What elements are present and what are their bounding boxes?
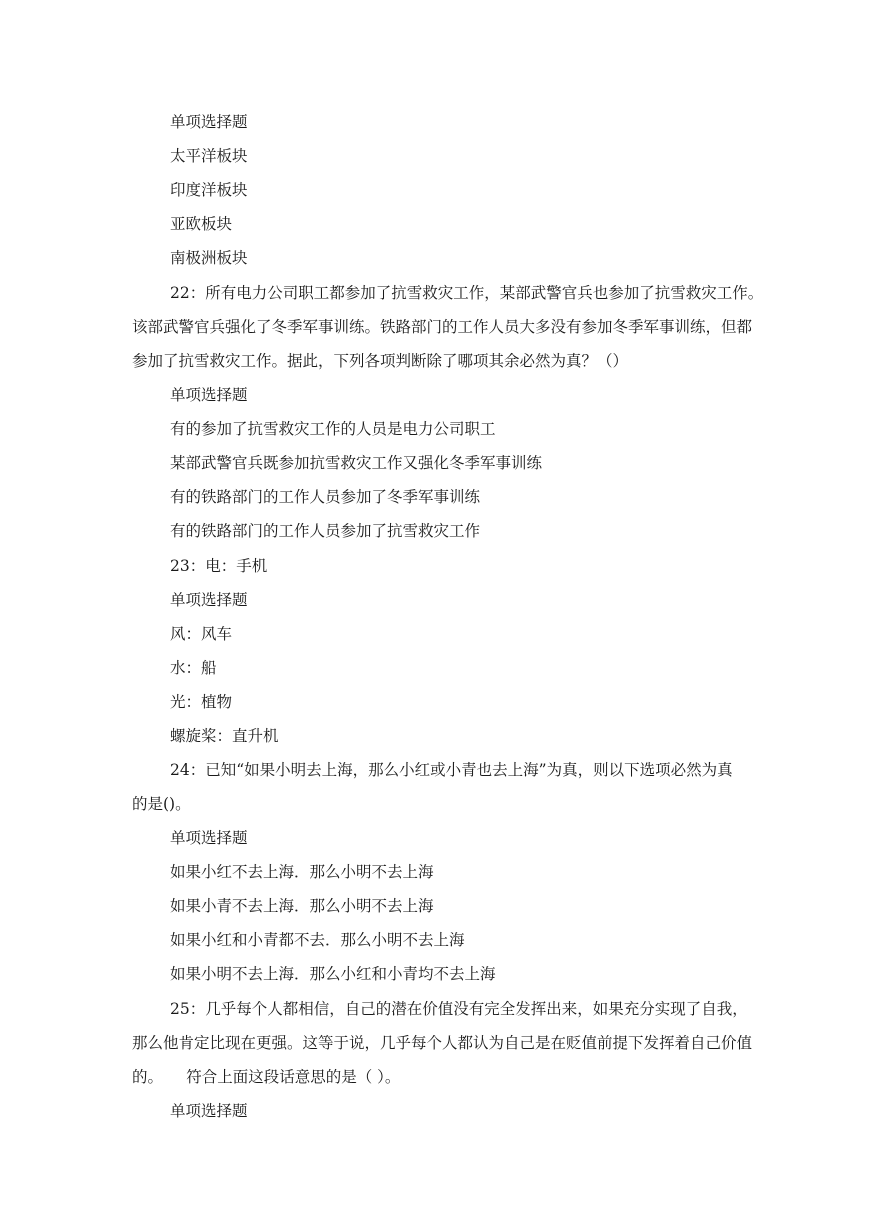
question-type-text: 单项选择题 <box>170 386 248 404</box>
option-text: 如果小青不去上海．那么小明不去上海 <box>170 897 434 915</box>
option-text: 如果小红和小青都不去．那么小明不去上海 <box>170 931 465 949</box>
question-line: 的是()。 <box>132 795 191 813</box>
option-text: 风：风车 <box>170 625 233 643</box>
option-text: 某部武警官兵既参加抗雪救灾工作又强化冬季军事训练 <box>170 454 543 472</box>
question-line: 的。 符合上面这段话意思的是（ ）。 <box>132 1068 401 1086</box>
option-text: 印度洋板块 <box>170 181 248 199</box>
option-text: 有的铁路部门的工作人员参加了抗雪救灾工作 <box>170 522 481 540</box>
question-line: 23：电：手机 <box>170 557 268 575</box>
question-type-text: 单项选择题 <box>170 829 248 847</box>
question-line: 24：已知“如果小明去上海，那么小红或小青也去上海”为真，则以下选项必然为真 <box>170 761 733 779</box>
question-line: 那么他肯定比现在更强。这等于说，几乎每个人都认为自己是在贬值前提下发挥着自己价值 <box>132 1034 753 1052</box>
option-text: 光：植物 <box>170 693 233 711</box>
question-type-text: 单项选择题 <box>170 591 248 609</box>
option-text: 如果小红不去上海．那么小明不去上海 <box>170 863 434 881</box>
question-type-text: 单项选择题 <box>170 113 248 131</box>
question-line: 22：所有电力公司职工都参加了抗雪救灾工作，某部武警官兵也参加了抗雪救灾工作。 <box>170 284 764 302</box>
option-text: 亚欧板块 <box>170 215 233 233</box>
question-line: 该部武警官兵强化了冬季军事训练。铁路部门的工作人员大多没有参加冬季军事训练，但都 <box>132 318 753 336</box>
option-text: 有的铁路部门的工作人员参加了冬季军事训练 <box>170 488 481 506</box>
question-line: 参加了抗雪救灾工作。据此，下列各项判断除了哪项其余必然为真？（） <box>132 352 629 370</box>
option-text: 水：船 <box>170 659 217 677</box>
option-text: 螺旋桨：直升机 <box>170 727 279 745</box>
question-line: 25：几乎每个人都相信，自己的潜在价值没有完全发挥出来，如果充分实现了自我， <box>170 1000 748 1018</box>
option-text: 如果小明不去上海．那么小红和小青均不去上海 <box>170 965 496 983</box>
option-text: 有的参加了抗雪救灾工作的人员是电力公司职工 <box>170 420 496 438</box>
option-text: 南极洲板块 <box>170 249 248 267</box>
question-type-text: 单项选择题 <box>170 1102 248 1120</box>
option-text: 太平洋板块 <box>170 147 248 165</box>
